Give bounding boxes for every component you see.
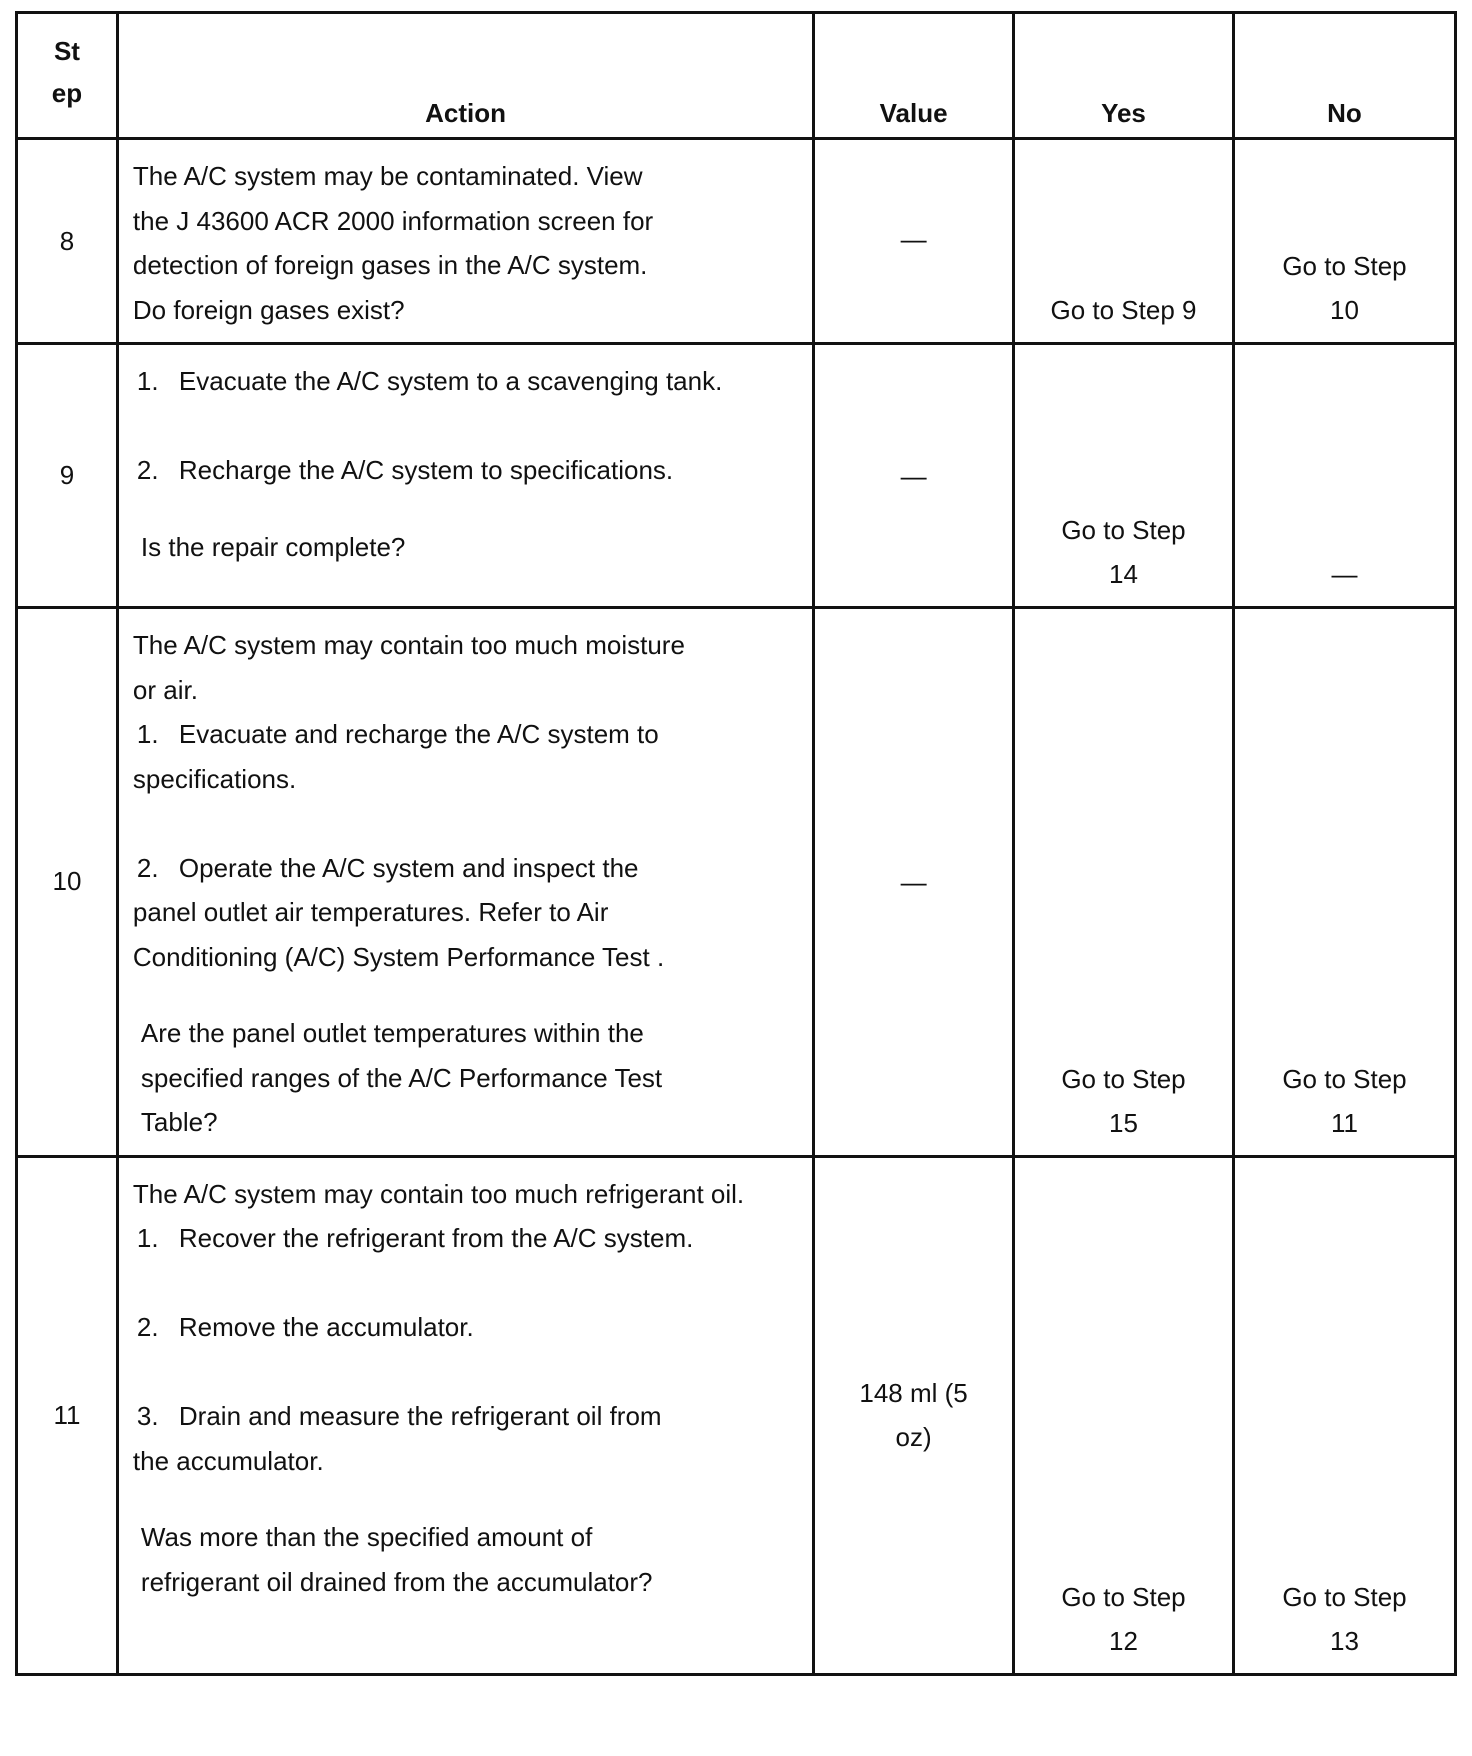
table-row-step-11: [17, 1156, 1456, 1674]
no-cell-text: Go to Step 10: [1282, 251, 1407, 325]
no-cell-text: Go to Step 13: [1282, 1581, 1407, 1656]
header-yes: Yes: [1013, 13, 1233, 139]
header-step-line1: St: [53, 35, 80, 66]
value-cell: [814, 344, 1014, 608]
action-step: [133, 846, 673, 980]
action-step: [133, 712, 673, 801]
header-action: Action: [117, 13, 813, 139]
step-number: 9: [17, 344, 118, 608]
header-row: [17, 13, 1456, 139]
header-value: Value: [814, 13, 1014, 139]
action-step: [133, 1305, 782, 1350]
step-text: Drain and measure the refrigerant oil from the accumulator.: [132, 1401, 662, 1476]
header-no: No: [1233, 13, 1455, 139]
yes-cell: [1013, 344, 1233, 608]
yes-cell-text: Go to Step 12: [1061, 1581, 1186, 1656]
action-question: Was more than the specified amount of refrigerant oil drained from the accumulator?: [140, 1522, 653, 1597]
table-row-step-8: [17, 139, 1456, 344]
value-cell: [814, 1156, 1014, 1674]
action-step: [133, 359, 782, 404]
value-cell: [814, 139, 1014, 344]
value-cell: [814, 608, 1014, 1157]
step-number: 10: [17, 608, 118, 1157]
no-cell: [1233, 139, 1455, 344]
yes-cell: [1013, 1156, 1233, 1674]
action-step: [133, 1394, 693, 1483]
yes-cell: Go to Step 9: [1013, 139, 1233, 344]
table-row-step-10: [17, 608, 1456, 1157]
action-cell: [117, 344, 813, 608]
action-intro: The A/C system may contain too much moisture or air.: [132, 630, 685, 705]
action-step: [133, 1216, 782, 1261]
action-cell: [117, 139, 813, 344]
value-text: —: [900, 866, 927, 897]
header-step: [17, 13, 118, 139]
header-step-line2: ep: [51, 77, 83, 108]
step-num-label: 2.: [136, 852, 159, 883]
step-text: Recharge the A/C system to specifications.: [178, 455, 674, 485]
value-text: 148 ml (5 oz): [859, 1378, 968, 1452]
step-text: Recover the refrigerant from the A/C system.: [178, 1223, 694, 1253]
no-cell: [1233, 608, 1455, 1157]
step-text: Evacuate the A/C system to a scavenging tank.: [178, 366, 723, 396]
step-num-label: 1.: [136, 366, 159, 396]
step-num-label: 3.: [136, 1401, 159, 1431]
step-text: Evacuate and recharge the A/C system to specifications.: [132, 719, 659, 794]
yes-cell-text: Go to Step 15: [1061, 1063, 1186, 1138]
step-num-label: 2.: [136, 1312, 159, 1342]
table-row-step-9: [17, 344, 1456, 608]
step-number: 8: [17, 139, 118, 344]
value-text: —: [900, 224, 927, 254]
action-intro: The A/C system may be contaminated. View the J 43600 ACR 2000 information screen for detection of foreign gases in the A/C system. Do foreign gases exist?: [132, 161, 654, 325]
step-text: Remove the accumulator.: [178, 1312, 474, 1342]
yes-cell: [1013, 608, 1233, 1157]
action-question: Are the panel outlet temperatures within the specified ranges of the A/C Performance Test Table?: [140, 1018, 663, 1137]
action-cell: [117, 608, 813, 1157]
step-number: 11: [17, 1156, 118, 1674]
step-num-label: 1.: [136, 719, 159, 749]
step-num-label: 2.: [136, 455, 159, 485]
diagnostic-table: [15, 11, 1457, 1676]
action-cell: [117, 1156, 813, 1674]
value-text: —: [900, 460, 927, 491]
action-step: [133, 448, 782, 493]
yes-cell-text: Go to Step 14: [1061, 515, 1186, 589]
no-cell: [1233, 1156, 1455, 1674]
step-text: Operate the A/C system and inspect the panel outlet air temperatures. Refer to Air Conditioning (A/C) System Performance Test .: [132, 852, 665, 972]
action-question: Is the repair complete?: [140, 531, 406, 562]
no-cell: —: [1233, 344, 1455, 608]
action-intro: The A/C system may contain too much refrigerant oil.: [132, 1178, 745, 1209]
no-cell-text: Go to Step 11: [1282, 1063, 1407, 1138]
step-num-label: 1.: [136, 1223, 159, 1253]
